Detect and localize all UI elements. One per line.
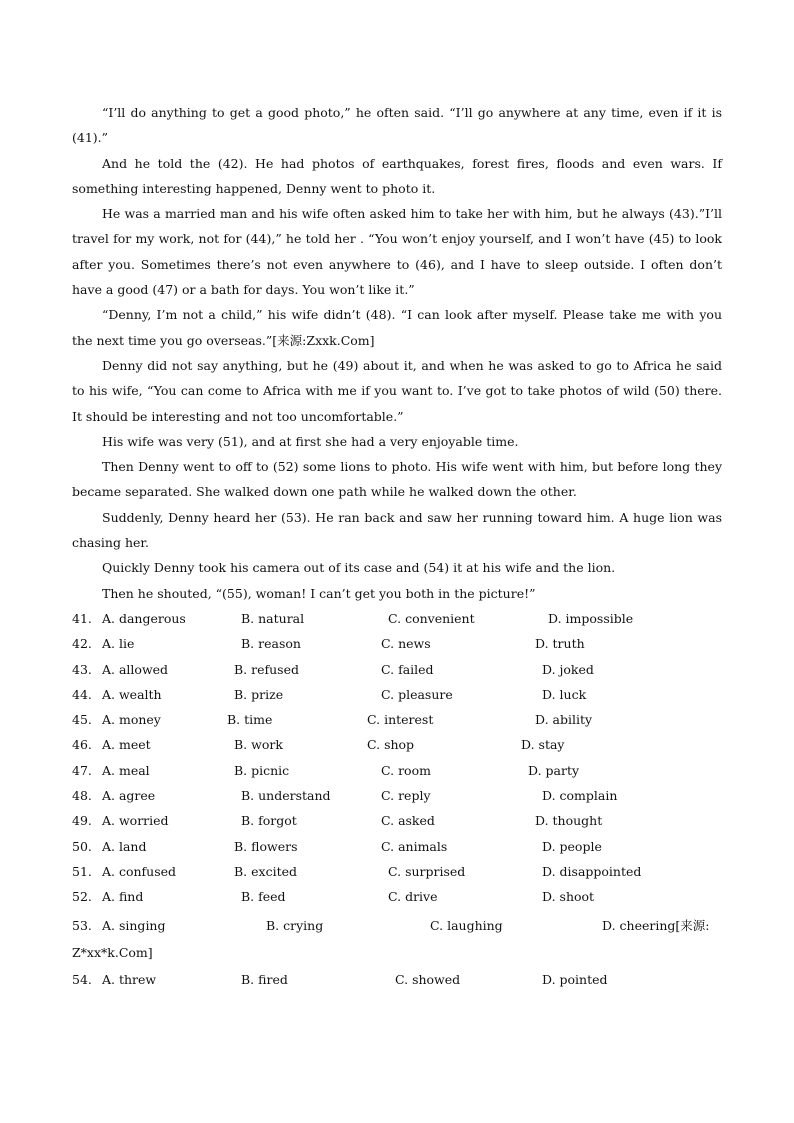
passage-paragraph: Denny did not say anything, but he (49) about it, and when he was asked to go to Africa he said to his wife, “You can come to Africa with me if you want to. I’ve got to take photos of wild (50) there. It should be interesting and not too uncomfortable.” xyxy=(72,357,722,424)
question-number: 44. xyxy=(72,686,92,702)
option-c: C. shop xyxy=(367,737,415,753)
option-d: D. shoot xyxy=(542,889,595,905)
question-number: 41. xyxy=(72,610,92,626)
option-a: A. threw xyxy=(102,971,157,987)
question-number: 45. xyxy=(72,712,92,728)
question-row xyxy=(72,912,722,966)
question-row xyxy=(72,657,722,682)
passage-paragraph: His wife was very (51), and at first she had a very enjoyable time. xyxy=(102,433,519,449)
option-b: B. work xyxy=(234,737,283,753)
question-number: 52. xyxy=(72,889,92,905)
option-c: C. drive xyxy=(388,889,438,905)
option-a: A. find xyxy=(102,889,144,905)
option-a: A. dangerous xyxy=(102,610,186,626)
option-d: D. cheering[来源: xyxy=(602,917,710,933)
question-row xyxy=(72,758,722,783)
option-c: C. showed xyxy=(395,971,461,987)
question-number: 42. xyxy=(72,636,92,652)
option-d: D. pointed xyxy=(542,971,608,987)
option-d: D. party xyxy=(528,762,580,778)
question-number: 46. xyxy=(72,737,92,753)
passage xyxy=(72,100,722,606)
question-row xyxy=(72,631,722,656)
option-b: B. picnic xyxy=(234,762,290,778)
option-b: B. reason xyxy=(241,636,301,652)
question-number: 48. xyxy=(72,788,92,804)
question-row xyxy=(72,966,722,994)
passage-paragraph: “Denny, I’m not a child,” his wife didn’t (48). “I can look after myself. Please take me with you the next time you go overseas.”[来源:Zxxk.Com] xyxy=(72,307,722,348)
option-c: C. animals xyxy=(381,838,448,854)
option-d: D. joked xyxy=(542,661,594,677)
passage-paragraph: Then he shouted, “(55), woman! I can’t get you both in the picture!” xyxy=(102,585,536,601)
option-b: B. understand xyxy=(241,788,331,804)
passage-paragraph: He was a married man and his wife often asked him to take her with him, but he always (43).”I’ll travel for my work, not for (44),” he told her . “You won’t enjoy yourself, and I won’t have (45) to look after you. Sometimes there’s not even anywhere to (46), and I have to sleep outside. I often don’t have a good (47) or a bath for days. You won’t like it.” xyxy=(72,206,722,298)
option-a: A. lie xyxy=(102,636,135,652)
option-c: C. reply xyxy=(381,788,431,804)
question-number: 43. xyxy=(72,661,92,677)
question-number: 47. xyxy=(72,762,92,778)
option-b: B. prize xyxy=(234,686,284,702)
option-b: B. feed xyxy=(241,889,286,905)
option-d: D. stay xyxy=(521,737,565,753)
document-page xyxy=(72,100,722,994)
question-row xyxy=(72,682,722,707)
option-a: A. allowed xyxy=(102,661,169,677)
option-a: A. worried xyxy=(102,813,169,829)
option-a: A. land xyxy=(102,838,147,854)
question-number: 51. xyxy=(72,863,92,879)
option-c: C. laughing xyxy=(430,917,503,933)
question-number: 49. xyxy=(72,813,92,829)
passage-paragraph: And he told the (42). He had photos of earthquakes, forest fires, floods and even wars. If something interesting happened, Denny went to photo it. xyxy=(72,155,722,196)
question-number: 54. xyxy=(72,971,92,987)
option-a: A. wealth xyxy=(102,686,162,702)
question-row xyxy=(72,808,722,833)
question-row xyxy=(72,732,722,757)
option-b: B. excited xyxy=(234,863,298,879)
passage-paragraph: Then Denny went to off to (52) some lions to photo. His wife went with him, but before long they became separated. She walked down one path while he walked down the other. xyxy=(72,459,722,500)
passage-paragraph: Suddenly, Denny heard her (53). He ran back and saw her running toward him. A huge lion was chasing her. xyxy=(72,509,722,551)
question-row xyxy=(72,707,722,732)
question-row xyxy=(72,834,722,859)
option-c: C. surprised xyxy=(388,863,466,879)
question-row xyxy=(72,783,722,808)
option-d-continued: Z*xx*k.Com] xyxy=(72,944,153,960)
option-a: A. singing xyxy=(102,917,166,933)
option-b: B. time xyxy=(227,712,273,728)
option-b: B. fired xyxy=(241,971,288,987)
option-b: B. crying xyxy=(266,917,324,933)
passage-paragraph: “I’ll do anything to get a good photo,” he often said. “I’ll go anywhere at any time, even if it is (41).” xyxy=(72,105,722,146)
option-c: C. failed xyxy=(381,661,434,677)
option-d: D. people xyxy=(542,838,602,854)
option-a: A. agree xyxy=(102,788,156,804)
option-c: C. asked xyxy=(381,813,435,829)
option-a: A. meet xyxy=(102,737,151,753)
option-b: B. forgot xyxy=(241,813,297,829)
option-a: A. meal xyxy=(102,762,150,778)
option-d: D. impossible xyxy=(548,610,634,626)
option-c: C. convenient xyxy=(388,610,475,626)
question-row xyxy=(72,884,722,909)
option-d: D. truth xyxy=(535,636,585,652)
option-d: D. disappointed xyxy=(542,863,642,879)
passage-paragraph: Quickly Denny took his camera out of its case and (54) it at his wife and the lion. xyxy=(102,560,616,576)
option-c: C. room xyxy=(381,762,431,778)
option-a: A. money xyxy=(102,712,161,728)
option-b: B. natural xyxy=(241,610,305,626)
option-d: D. ability xyxy=(535,712,593,728)
option-c: C. pleasure xyxy=(381,686,453,702)
option-c: C. news xyxy=(381,636,431,652)
option-d: D. luck xyxy=(542,686,587,702)
option-a: A. confused xyxy=(102,863,177,879)
question-row xyxy=(72,859,722,884)
option-d: D. thought xyxy=(535,813,603,829)
option-d: D. complain xyxy=(542,788,618,804)
option-b: B. refused xyxy=(234,661,299,677)
question-number: 53. xyxy=(72,917,92,933)
option-c: C. interest xyxy=(367,712,434,728)
question-list xyxy=(72,606,722,994)
option-b: B. flowers xyxy=(234,838,298,854)
question-row xyxy=(72,606,722,631)
question-number: 50. xyxy=(72,838,92,854)
